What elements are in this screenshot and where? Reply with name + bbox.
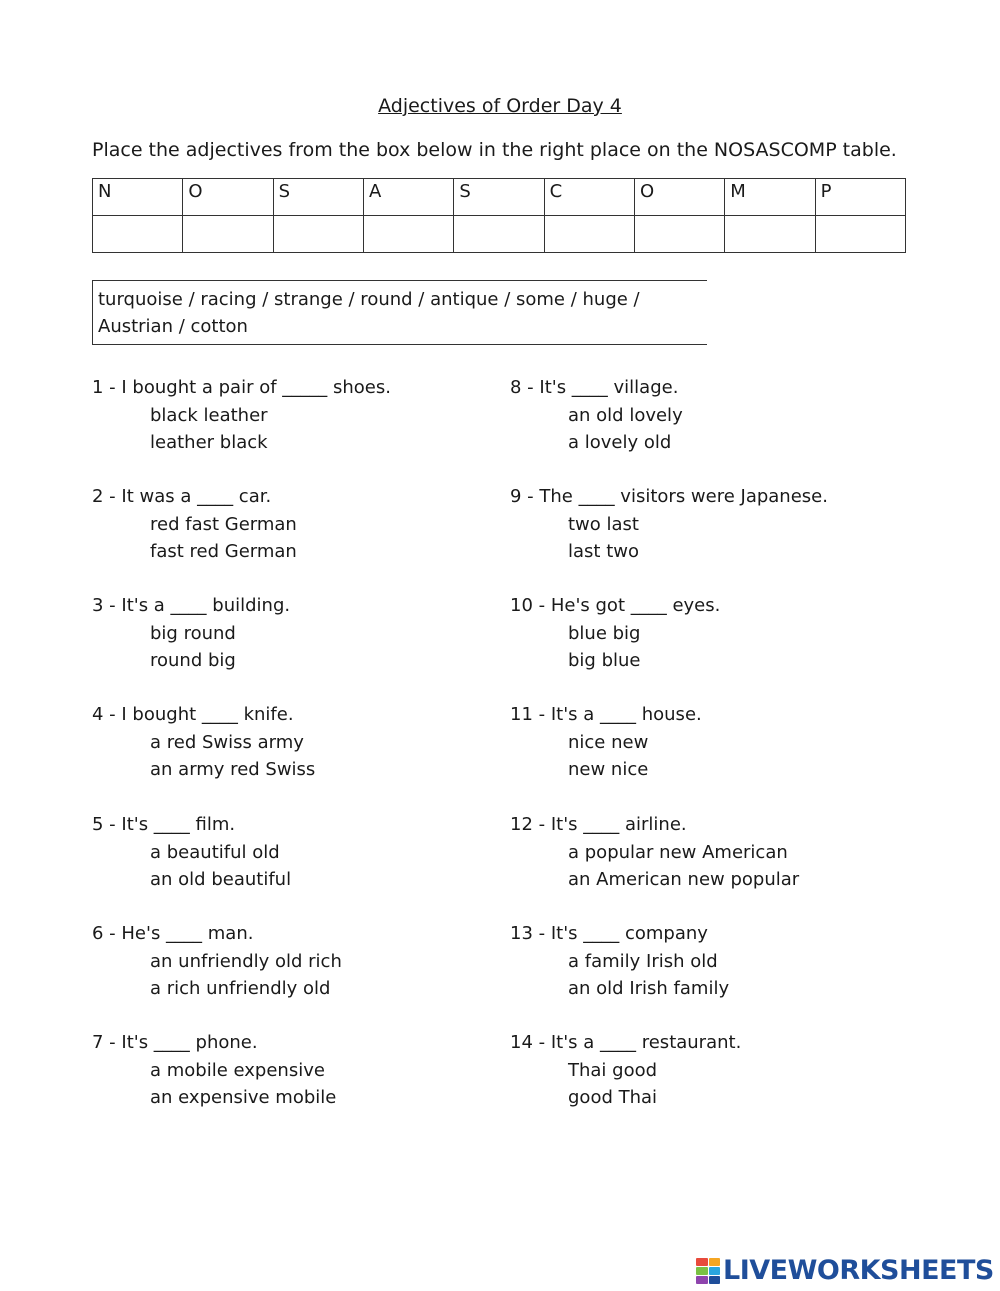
liveworksheets-logo	[696, 1255, 994, 1286]
question-12	[510, 811, 799, 894]
answer-cell[interactable]	[454, 216, 544, 253]
option-b[interactable]: an old Irish family	[568, 978, 730, 999]
question-8	[510, 374, 683, 457]
option-b[interactable]: good Thai	[568, 1087, 658, 1108]
word-box-line: Austrian / cotton	[98, 316, 248, 337]
question-text: 14 - It's a ____ restaurant.	[510, 1032, 742, 1053]
table-header-cell: P	[815, 179, 905, 216]
option-b[interactable]: a lovely old	[568, 432, 672, 453]
question-10	[510, 592, 720, 675]
option-a[interactable]: an old lovely	[568, 404, 683, 426]
option-b[interactable]: an army red Swiss	[150, 759, 316, 780]
option-a[interactable]: black leather	[150, 404, 268, 426]
question-text: 4 - I bought ____ knife.	[92, 704, 294, 725]
table-header-row	[93, 179, 906, 216]
instruction-text: Place the adjectives from the box below in the right place on the NOSASCOMP table.	[92, 139, 897, 161]
option-b[interactable]: last two	[568, 541, 639, 562]
table-header-cell: O	[183, 179, 273, 216]
option-a[interactable]: big round	[150, 622, 236, 644]
option-b[interactable]: an expensive mobile	[150, 1087, 337, 1108]
option-a[interactable]: blue big	[568, 622, 641, 644]
question-text: 7 - It's ____ phone.	[92, 1032, 258, 1053]
liveworksheets-logo-icon	[696, 1258, 720, 1284]
option-b[interactable]: a rich unfriendly old	[150, 978, 331, 999]
answer-cell[interactable]	[363, 216, 453, 253]
option-a[interactable]: nice new	[568, 731, 649, 753]
option-a[interactable]: red fast German	[150, 513, 297, 535]
question-text: 3 - It's a ____ building.	[92, 595, 291, 616]
option-a[interactable]: a popular new American	[568, 841, 788, 863]
question-6	[92, 920, 342, 1003]
option-a[interactable]: a family Irish old	[568, 950, 718, 972]
option-a[interactable]: a beautiful old	[150, 841, 280, 863]
option-b[interactable]: big blue	[568, 650, 641, 671]
answer-cell[interactable]	[183, 216, 273, 253]
question-text: 9 - The ____ visitors were Japanese.	[510, 486, 828, 507]
option-a[interactable]: Thai good	[568, 1059, 658, 1081]
question-9	[510, 483, 828, 566]
question-5	[92, 811, 291, 894]
question-text: 1 - I bought a pair of _____ shoes.	[92, 377, 391, 398]
option-a[interactable]: a mobile expensive	[150, 1059, 325, 1081]
question-3	[92, 592, 290, 675]
option-b[interactable]: new nice	[568, 759, 649, 780]
question-text: 13 - It's ____ company	[510, 923, 708, 944]
question-4	[92, 701, 315, 784]
table-header-cell: M	[725, 179, 815, 216]
page-title: Adjectives of Order Day 4	[378, 95, 622, 117]
option-b[interactable]: an American new popular	[568, 869, 800, 890]
question-text: 8 - It's ____ village.	[510, 377, 679, 398]
answer-cell[interactable]	[93, 216, 183, 253]
question-text: 10 - He's got ____ eyes.	[510, 595, 721, 616]
option-b[interactable]: an old beautiful	[150, 869, 292, 890]
question-1	[92, 374, 391, 457]
table-answer-row	[93, 216, 906, 253]
option-b[interactable]: leather black	[150, 432, 268, 453]
table-header-cell: C	[544, 179, 634, 216]
table-header-cell: O	[634, 179, 724, 216]
option-b[interactable]: fast red German	[150, 541, 297, 562]
word-box	[92, 280, 707, 345]
option-a[interactable]: a red Swiss army	[150, 731, 304, 753]
question-14	[510, 1029, 741, 1112]
option-a[interactable]: two last	[568, 513, 639, 535]
logo-text: LIVEWORKSHEETS	[723, 1255, 994, 1286]
table-header-cell: N	[93, 179, 183, 216]
question-7	[92, 1029, 336, 1112]
option-a[interactable]: an unfriendly old rich	[150, 950, 342, 972]
answer-cell[interactable]	[725, 216, 815, 253]
table-header-cell: S	[454, 179, 544, 216]
word-box-line: turquoise / racing / strange / round / antique / some / huge /	[98, 289, 640, 310]
nosascomp-table	[92, 178, 906, 253]
table-header-cell: A	[363, 179, 453, 216]
question-text: 5 - It's ____ film.	[92, 814, 236, 835]
answer-cell[interactable]	[634, 216, 724, 253]
question-text: 11 - It's a ____ house.	[510, 704, 702, 725]
question-text: 2 - It was a ____ car.	[92, 486, 272, 507]
question-text: 12 - It's ____ airline.	[510, 814, 687, 835]
question-13	[510, 920, 729, 1003]
answer-cell[interactable]	[815, 216, 905, 253]
table-header-cell: S	[273, 179, 363, 216]
answer-cell[interactable]	[544, 216, 634, 253]
question-text: 6 - He's ____ man.	[92, 923, 254, 944]
option-b[interactable]: round big	[150, 650, 236, 671]
question-2	[92, 483, 297, 566]
answer-cell[interactable]	[273, 216, 363, 253]
question-11	[510, 701, 702, 784]
